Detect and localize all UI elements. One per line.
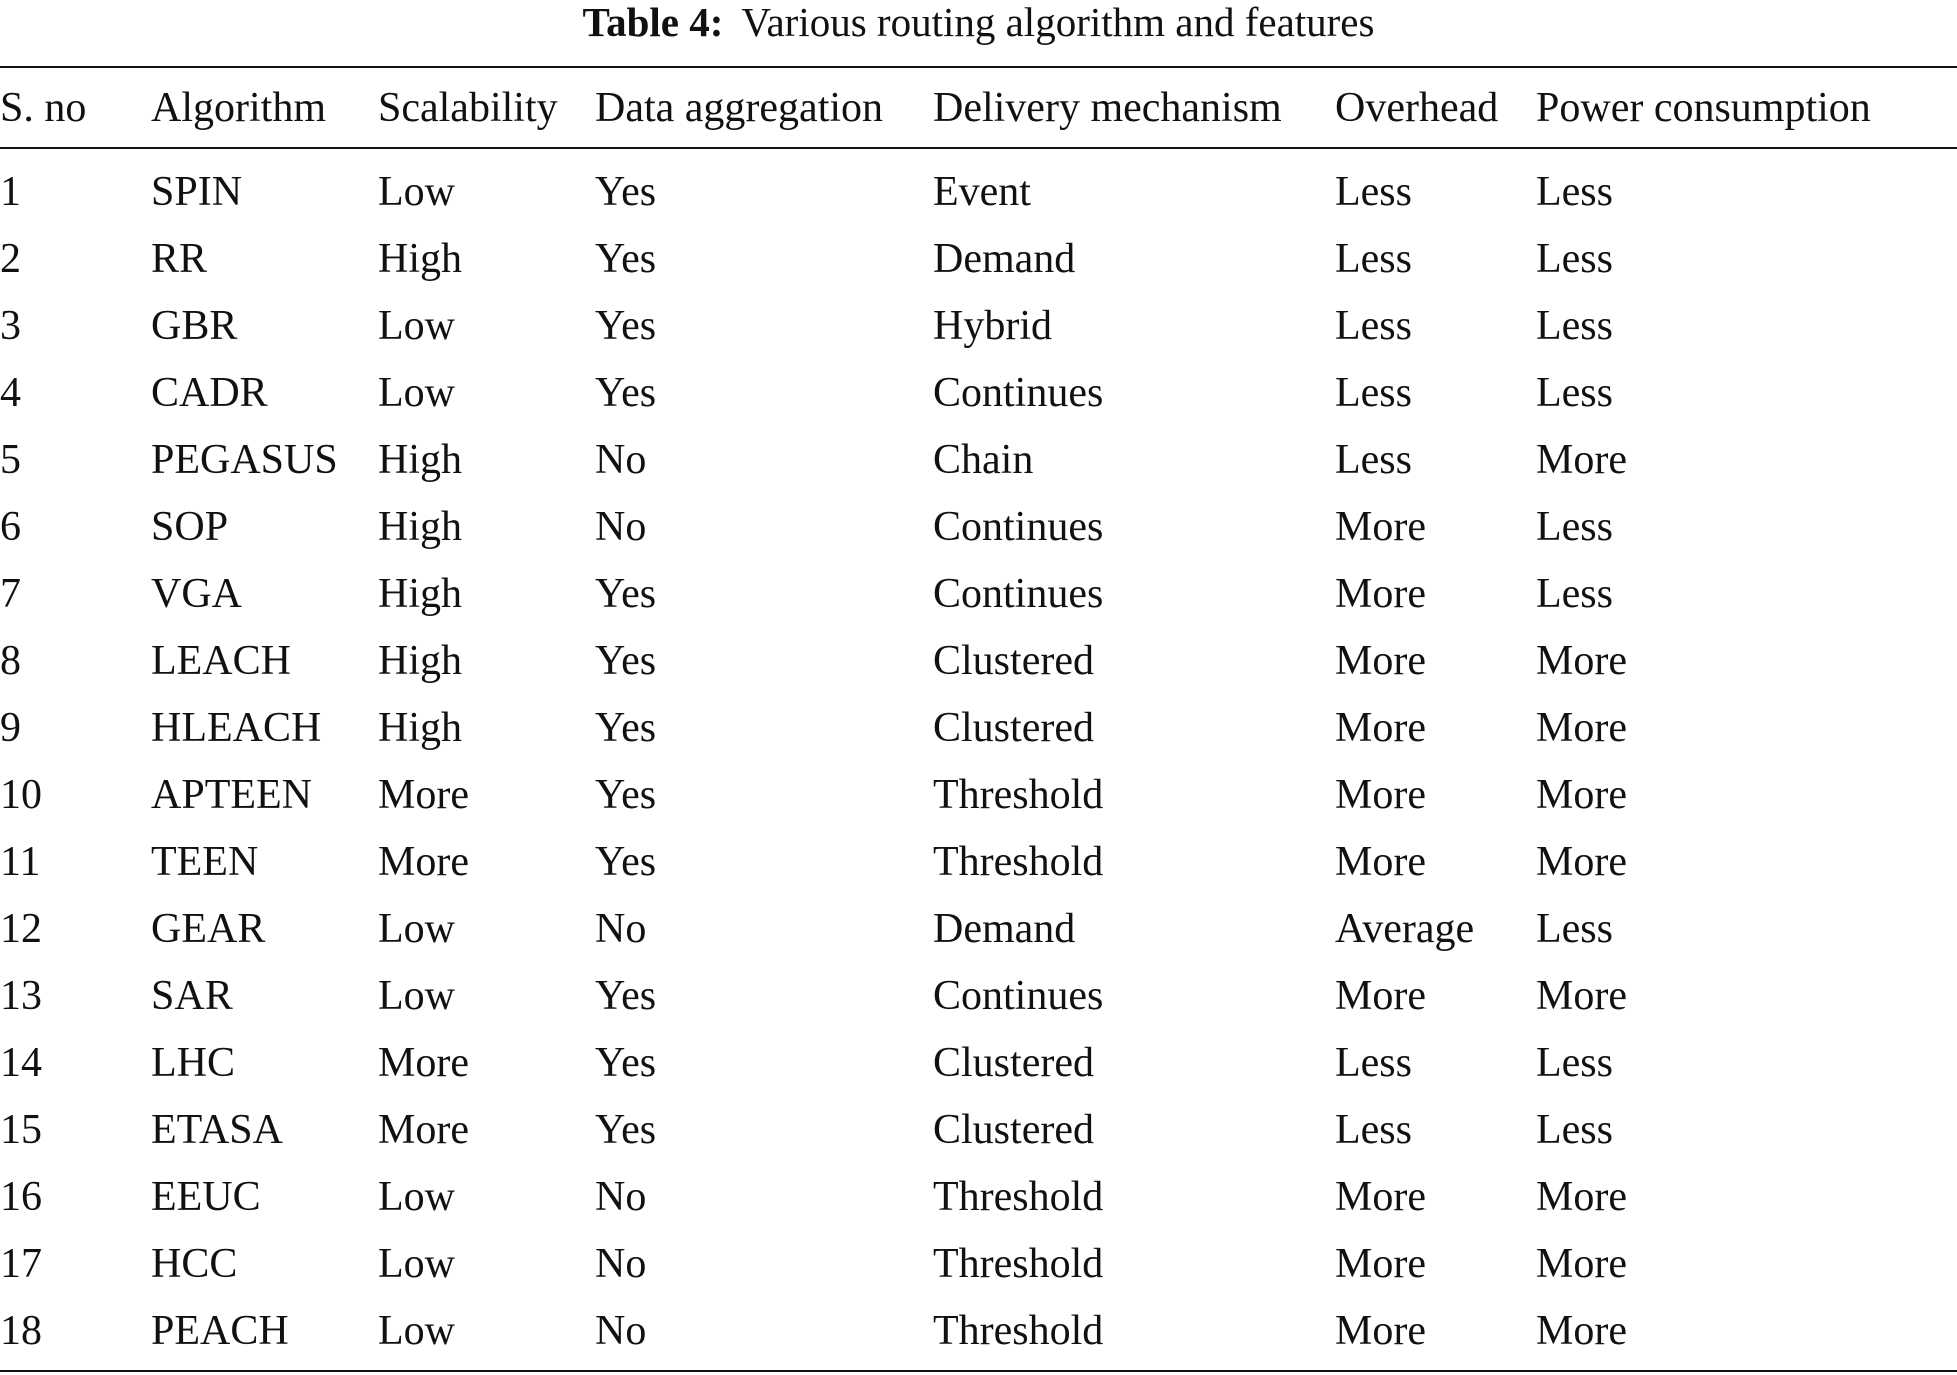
- cell-scalability: More: [378, 1106, 469, 1153]
- cell-algorithm: PEGASUS: [151, 436, 338, 483]
- cell-delivery-mechanism: Continues: [933, 503, 1104, 550]
- cell-power-consumption: Less: [1536, 905, 1613, 952]
- cell-overhead: More: [1335, 637, 1426, 684]
- cell-data-aggregation: No: [595, 1240, 647, 1287]
- cell-power-consumption: Less: [1536, 302, 1613, 349]
- table-row: [0, 895, 1957, 962]
- cell-data-aggregation: Yes: [595, 570, 657, 617]
- header-row: [0, 68, 1957, 147]
- cell-overhead: Less: [1335, 1039, 1412, 1086]
- cell-scalability: Low: [378, 1307, 455, 1354]
- cell-overhead: More: [1335, 1173, 1426, 1220]
- cell-sno: 15: [0, 1106, 42, 1153]
- cell-sno: 8: [0, 637, 21, 684]
- cell-power-consumption: More: [1536, 436, 1627, 483]
- cell-algorithm: PEACH: [151, 1307, 289, 1354]
- cell-delivery-mechanism: Hybrid: [933, 302, 1052, 349]
- cell-algorithm: HCC: [151, 1240, 238, 1287]
- cell-power-consumption: More: [1536, 637, 1627, 684]
- cell-delivery-mechanism: Demand: [933, 235, 1076, 282]
- cell-power-consumption: Less: [1536, 235, 1613, 282]
- table-row: [0, 1163, 1957, 1230]
- cell-algorithm: SOP: [151, 503, 229, 550]
- cell-sno: 1: [0, 168, 21, 215]
- cell-power-consumption: Less: [1536, 503, 1613, 550]
- cell-scalability: Low: [378, 1240, 455, 1287]
- cell-algorithm: GEAR: [151, 905, 266, 952]
- header-cell-data-aggregation: Data aggregation: [595, 84, 884, 131]
- header-cell-power-consumption: Power consumption: [1536, 84, 1871, 131]
- cell-algorithm: ETASA: [151, 1106, 283, 1153]
- cell-algorithm: CADR: [151, 369, 268, 416]
- table-row: [0, 158, 1957, 225]
- table-row: [0, 1096, 1957, 1163]
- cell-overhead: Less: [1335, 302, 1412, 349]
- cell-delivery-mechanism: Clustered: [933, 637, 1094, 684]
- cell-sno: 12: [0, 905, 42, 952]
- cell-delivery-mechanism: Threshold: [933, 771, 1104, 818]
- cell-data-aggregation: Yes: [595, 771, 657, 818]
- cell-algorithm: LEACH: [151, 637, 291, 684]
- table-row: [0, 560, 1957, 627]
- cell-algorithm: SPIN: [151, 168, 243, 215]
- header-cell-overhead: Overhead: [1335, 84, 1499, 131]
- cell-algorithm: GBR: [151, 302, 238, 349]
- table-row: [0, 694, 1957, 761]
- cell-delivery-mechanism: Continues: [933, 972, 1104, 1019]
- cell-data-aggregation: Yes: [595, 1039, 657, 1086]
- cell-power-consumption: More: [1536, 1240, 1627, 1287]
- cell-algorithm: SAR: [151, 972, 233, 1019]
- cell-sno: 14: [0, 1039, 42, 1086]
- header-cell-algorithm: Algorithm: [151, 84, 326, 131]
- cell-data-aggregation: No: [595, 1173, 647, 1220]
- cell-algorithm: VGA: [151, 570, 242, 617]
- cell-delivery-mechanism: Threshold: [933, 838, 1104, 885]
- cell-scalability: More: [378, 771, 469, 818]
- table-row: [0, 493, 1957, 560]
- cell-power-consumption: More: [1536, 1173, 1627, 1220]
- table-row: [0, 1230, 1957, 1297]
- cell-sno: 13: [0, 972, 42, 1019]
- cell-delivery-mechanism: Demand: [933, 905, 1076, 952]
- cell-sno: 11: [0, 838, 41, 885]
- table-header-grid: [0, 68, 1957, 147]
- cell-delivery-mechanism: Continues: [933, 369, 1104, 416]
- cell-sno: 6: [0, 503, 21, 550]
- cell-power-consumption: More: [1536, 972, 1627, 1019]
- cell-power-consumption: More: [1536, 838, 1627, 885]
- cell-sno: 7: [0, 570, 21, 617]
- cell-scalability: High: [378, 704, 462, 751]
- cell-data-aggregation: Yes: [595, 302, 657, 349]
- cell-data-aggregation: Yes: [595, 168, 657, 215]
- cell-algorithm: HLEACH: [151, 704, 322, 751]
- cell-sno: 4: [0, 369, 21, 416]
- cell-overhead: More: [1335, 1240, 1426, 1287]
- cell-overhead: Less: [1335, 369, 1412, 416]
- cell-scalability: Low: [378, 302, 455, 349]
- table-row: [0, 761, 1957, 828]
- cell-delivery-mechanism: Clustered: [933, 1106, 1094, 1153]
- cell-power-consumption: Less: [1536, 369, 1613, 416]
- cell-overhead: More: [1335, 1307, 1426, 1354]
- table-row: [0, 426, 1957, 493]
- table-caption: [0, 0, 1957, 44]
- cell-data-aggregation: No: [595, 436, 647, 483]
- cell-scalability: Low: [378, 369, 455, 416]
- cell-power-consumption: More: [1536, 1307, 1627, 1354]
- cell-data-aggregation: No: [595, 1307, 647, 1354]
- cell-sno: 10: [0, 771, 42, 818]
- cell-overhead: More: [1335, 503, 1426, 550]
- cell-scalability: More: [378, 838, 469, 885]
- cell-sno: 5: [0, 436, 21, 483]
- cell-algorithm: TEEN: [151, 838, 259, 885]
- table-row: [0, 1029, 1957, 1096]
- cell-delivery-mechanism: Threshold: [933, 1173, 1104, 1220]
- table-row: [0, 225, 1957, 292]
- cell-scalability: High: [378, 503, 462, 550]
- cell-sno: 2: [0, 235, 21, 282]
- cell-power-consumption: More: [1536, 704, 1627, 751]
- table-row: [0, 962, 1957, 1029]
- cell-data-aggregation: Yes: [595, 1106, 657, 1153]
- cell-algorithm: EEUC: [151, 1173, 261, 1220]
- cell-data-aggregation: Yes: [595, 704, 657, 751]
- cell-sno: 18: [0, 1307, 42, 1354]
- cell-scalability: High: [378, 570, 462, 617]
- cell-overhead: More: [1335, 570, 1426, 617]
- cell-scalability: More: [378, 1039, 469, 1086]
- cell-sno: 16: [0, 1173, 42, 1220]
- cell-overhead: Less: [1335, 1106, 1412, 1153]
- table-row: [0, 828, 1957, 895]
- cell-sno: 3: [0, 302, 21, 349]
- cell-overhead: More: [1335, 972, 1426, 1019]
- cell-data-aggregation: No: [595, 905, 647, 952]
- cell-power-consumption: Less: [1536, 570, 1613, 617]
- cell-data-aggregation: Yes: [595, 972, 657, 1019]
- cell-delivery-mechanism: Clustered: [933, 1039, 1094, 1086]
- table-caption-text: Various routing algorithm and features: [741, 0, 1375, 45]
- cell-scalability: Low: [378, 972, 455, 1019]
- cell-scalability: High: [378, 436, 462, 483]
- cell-delivery-mechanism: Clustered: [933, 704, 1094, 751]
- header-cell-delivery-mechanism: Delivery mechanism: [933, 84, 1282, 131]
- cell-algorithm: LHC: [151, 1039, 235, 1086]
- cell-overhead: Less: [1335, 235, 1412, 282]
- cell-delivery-mechanism: Event: [933, 168, 1031, 215]
- cell-power-consumption: More: [1536, 771, 1627, 818]
- table-bottom-rule: [0, 1370, 1957, 1372]
- table-header-rule: [0, 147, 1957, 149]
- table-header: [0, 68, 1957, 147]
- table-row: [0, 292, 1957, 359]
- cell-scalability: Low: [378, 905, 455, 952]
- cell-delivery-mechanism: Threshold: [933, 1307, 1104, 1354]
- cell-overhead: Less: [1335, 436, 1412, 483]
- cell-data-aggregation: No: [595, 503, 647, 550]
- cell-scalability: Low: [378, 168, 455, 215]
- cell-sno: 9: [0, 704, 21, 751]
- table-body-grid: [0, 158, 1957, 1364]
- cell-power-consumption: Less: [1536, 1106, 1613, 1153]
- cell-overhead: Less: [1335, 168, 1412, 215]
- cell-overhead: More: [1335, 704, 1426, 751]
- cell-scalability: Low: [378, 1173, 455, 1220]
- header-cell-sno: S. no: [0, 84, 87, 131]
- cell-power-consumption: Less: [1536, 168, 1613, 215]
- cell-delivery-mechanism: Continues: [933, 570, 1104, 617]
- table-caption-label: Table 4:: [582, 0, 724, 45]
- table-row: [0, 627, 1957, 694]
- header-cell-scalability: Scalability: [378, 84, 558, 131]
- cell-sno: 17: [0, 1240, 42, 1287]
- table-row: [0, 1297, 1957, 1364]
- cell-power-consumption: Less: [1536, 1039, 1613, 1086]
- cell-algorithm: RR: [151, 235, 208, 282]
- cell-data-aggregation: Yes: [595, 637, 657, 684]
- cell-algorithm: APTEEN: [151, 771, 312, 818]
- cell-delivery-mechanism: Chain: [933, 436, 1034, 483]
- cell-overhead: More: [1335, 838, 1426, 885]
- cell-overhead: Average: [1335, 905, 1475, 952]
- cell-overhead: More: [1335, 771, 1426, 818]
- cell-scalability: High: [378, 637, 462, 684]
- cell-data-aggregation: Yes: [595, 235, 657, 282]
- cell-scalability: High: [378, 235, 462, 282]
- table-row: [0, 359, 1957, 426]
- cell-delivery-mechanism: Threshold: [933, 1240, 1104, 1287]
- cell-data-aggregation: Yes: [595, 369, 657, 416]
- cell-data-aggregation: Yes: [595, 838, 657, 885]
